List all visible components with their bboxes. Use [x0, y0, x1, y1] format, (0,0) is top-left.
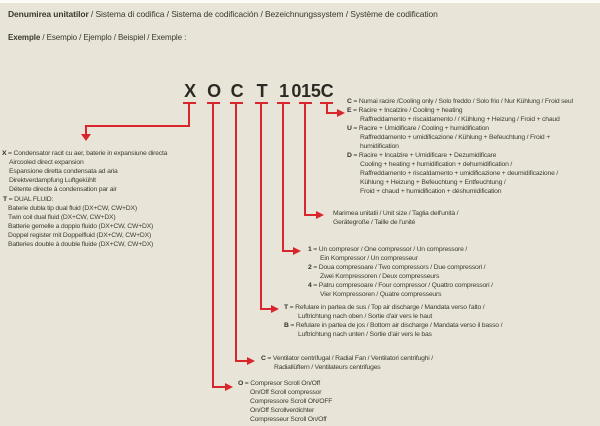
- legend-line: On/Off Scrollverdichter: [250, 407, 315, 414]
- connector-x-arrowhead: [81, 134, 91, 141]
- connector-t-stem: [260, 102, 262, 310]
- connector-o-horiz: [212, 386, 225, 388]
- legend-key: 4: [308, 282, 312, 289]
- connector-015-horiz: [304, 214, 316, 216]
- legend-line: Aircooled direct expansion: [9, 159, 84, 166]
- legend-line: Luftrichtung nach oben / Sortie d'air vers le haut: [298, 313, 433, 320]
- legend-line: Froid + chaud + humidification + déshumidification: [360, 188, 502, 195]
- legend-text: Numai racire /Cooling only / Solo freddo / Solo frio / Nur Kühlung / Froid seul: [358, 98, 573, 105]
- legend-key-separator: =: [6, 196, 15, 203]
- legend-line: [347, 106, 573, 115]
- code-segment-x: X: [184, 81, 196, 101]
- legend-text: Doua compresoare / Two compressors / Due compressori /: [318, 264, 486, 271]
- connector-c-stem: [235, 102, 237, 362]
- legend-key: C: [347, 98, 352, 105]
- legend-key-separator: =: [288, 322, 296, 329]
- legend-line: Direktverdampfung Luftgekühlt: [9, 177, 96, 184]
- page-top-edge: [0, 0, 600, 3]
- connector-x-drop: [85, 125, 87, 134]
- legend-line: [308, 281, 493, 290]
- legend-line: Luftrichtung nach unten / Sortie d'air vers le bas: [298, 331, 432, 338]
- legend-line: [347, 151, 573, 160]
- legend-line: Marimea unitatii / Unit size / Taglia dell'unità /: [333, 210, 459, 217]
- legend-line: [3, 195, 153, 204]
- legend-key: D: [347, 152, 352, 159]
- connector-c-arrowhead: [247, 357, 255, 365]
- example-label-translations: / Esempio / Ejemplo / Beispiel / Exemple :: [40, 33, 187, 42]
- legend-line: Batterie gemelle a doppio fluido (DX+CW, CW+DX): [8, 223, 154, 230]
- legend-dual-fluid: [3, 195, 153, 249]
- legend-line: Radiallüftern / Ventilateurs centrifuges: [274, 364, 381, 371]
- legend-line: Baterie dubla tip dual fluid (DX+CW, CW+DX): [8, 205, 137, 212]
- legend-key-separator: =: [287, 304, 296, 311]
- legend-compressor-count: [308, 245, 493, 299]
- legend-text: Compresor Scroll On/Off: [250, 380, 320, 387]
- connector-o-arrowhead: [225, 383, 233, 391]
- legend-text: Racire + Umidificare / Cooling + humidification: [358, 125, 489, 132]
- legend-text: Ventilator centrifugal / Radial Fan / Ventilatori centrifughi /: [272, 355, 433, 362]
- connector-1-stem: [282, 102, 284, 252]
- legend-line: Raffreddamento + umidificazione / Kühlung + Befeuchtung / Froid +: [360, 134, 550, 141]
- legend-line: Compressore Scroll ON/OFF: [250, 398, 333, 405]
- legend-key-separator: =: [351, 152, 359, 159]
- legend-line: Doppel register mit Doppelfluid (DX+CW, CW+DX): [8, 232, 152, 239]
- code-segment-o: O: [207, 81, 221, 101]
- legend-key: U: [347, 125, 352, 132]
- legend-key: C: [261, 355, 266, 362]
- legend-text: Un compresor / One compressor / Un compressore /: [318, 246, 468, 253]
- legend-key-separator: =: [351, 98, 359, 105]
- legend-cooling-mode: [347, 97, 573, 196]
- legend-fan-type: [261, 354, 433, 372]
- page-title-translations: / Sistema di codifica / Sistema de codificación / Bezeichnungssystem / Système de codification: [88, 9, 438, 19]
- legend-text: Refulare in partea de sus / Top air discharge / Mandata verso l'alto /: [295, 304, 485, 311]
- legend-line: Gerätegroße / Taille de l'unité: [333, 219, 416, 226]
- connector-x-horiz: [85, 125, 190, 127]
- page-title-primary: Denumirea unitatilor: [8, 9, 89, 19]
- legend-unit-size: [333, 209, 458, 227]
- legend-line: [238, 379, 332, 388]
- legend-key: 1: [308, 246, 312, 253]
- connector-015-arrowhead: [316, 211, 324, 219]
- page-title: [8, 9, 438, 19]
- code-segment-c: C: [230, 81, 244, 101]
- connector-1-arrowhead: [293, 247, 301, 255]
- legend-key-separator: =: [311, 282, 319, 289]
- legend-line: humidification: [360, 143, 399, 150]
- legend-line: [308, 263, 493, 272]
- legend-line: Raffreddamento + riscaldamento / / Kühlung + Heizung / Froid + chaud: [360, 116, 560, 123]
- legend-text: Racire + Incalzire + Umidificare + Dezumidificare: [358, 152, 497, 159]
- legend-line: [347, 124, 573, 133]
- legend-line: [284, 303, 502, 312]
- connector-c2-arrowhead: [337, 109, 345, 117]
- code-segment-t: T: [256, 81, 268, 101]
- legend-line: Espansione diretta condensata ad aria: [9, 168, 118, 175]
- legend-line: Détente directe à condensation par air: [9, 186, 117, 193]
- legend-line: Raffreddamento + riscaldamento + umidificazione + deumidificazione /: [360, 170, 559, 177]
- legend-key-separator: =: [311, 264, 319, 271]
- legend-key-separator: =: [311, 246, 319, 253]
- legend-key-separator: =: [265, 355, 273, 362]
- legend-line: [308, 245, 493, 254]
- legend-key: T: [284, 304, 288, 311]
- connector-1-horiz: [282, 250, 293, 252]
- legend-text: Patru compresoare / Four compressor / Quattro compressori /: [318, 282, 493, 289]
- legend-line: Zwei Kompressoren / Deux compresseurs: [320, 273, 440, 280]
- legend-line: Vier Kompressoren / Quatre compresseurs: [320, 291, 442, 298]
- legend-key: X: [2, 150, 7, 157]
- legend-key-separator: =: [351, 107, 359, 114]
- connector-c2-horiz: [326, 112, 337, 114]
- legend-line: [284, 321, 502, 330]
- connector-x-stem: [188, 102, 190, 127]
- code-segment-015: 015: [291, 81, 321, 101]
- legend-text: Racire + Incalzire / Cooling + heating: [358, 107, 463, 114]
- legend-key: B: [284, 322, 289, 329]
- legend-line: Twin coil dual fluid (DX+CW, CW+DX): [8, 214, 116, 221]
- legend-key-separator: =: [6, 150, 14, 157]
- legend-line: On/Off Scroll compressor: [250, 389, 322, 396]
- legend-line: Cooling + heating + humidification + dehumidification /: [360, 161, 513, 168]
- connector-015-stem: [304, 102, 306, 216]
- connector-o-stem: [212, 102, 214, 388]
- legend-key: E: [347, 107, 352, 114]
- code-segment-c2: C: [320, 81, 334, 101]
- connector-c-horiz: [235, 360, 247, 362]
- connector-t-horiz: [260, 308, 271, 310]
- legend-key-separator: =: [351, 125, 359, 132]
- legend-compressor-type: [238, 379, 332, 424]
- legend-key: T: [3, 196, 7, 203]
- code-segment-1: 1: [279, 81, 289, 101]
- legend-text: DUAL FLUID:: [14, 196, 54, 203]
- legend-line: [2, 149, 167, 158]
- legend-text: Refulare in partea de jos / Bottom air discharge / Mandata verso il basso /: [295, 322, 503, 329]
- legend-key: O: [238, 380, 244, 387]
- legend-condenser-type: [2, 149, 167, 194]
- legend-line: Batteries double à double fluide (DX+CW, CW+DX): [8, 241, 154, 248]
- example-label-primary: Exemple: [8, 33, 41, 42]
- legend-line: Kühlung + Heizung + Befeuchtung + Entfeuchtung /: [360, 179, 506, 186]
- legend-text: Condensator racit cu aer, baterie in expansiune directa: [13, 150, 168, 157]
- legend-line: [261, 354, 433, 363]
- legend-key: 2: [308, 264, 312, 271]
- example-label: [8, 33, 186, 42]
- legend-line: Compresseur Scroll On/Off: [250, 416, 327, 423]
- legend-key-separator: =: [243, 380, 251, 387]
- legend-line: [347, 97, 573, 106]
- connector-t-arrowhead: [271, 305, 279, 313]
- legend-line: Ein Kompressor / Un compresseur: [320, 255, 418, 262]
- legend-air-discharge: [284, 303, 502, 339]
